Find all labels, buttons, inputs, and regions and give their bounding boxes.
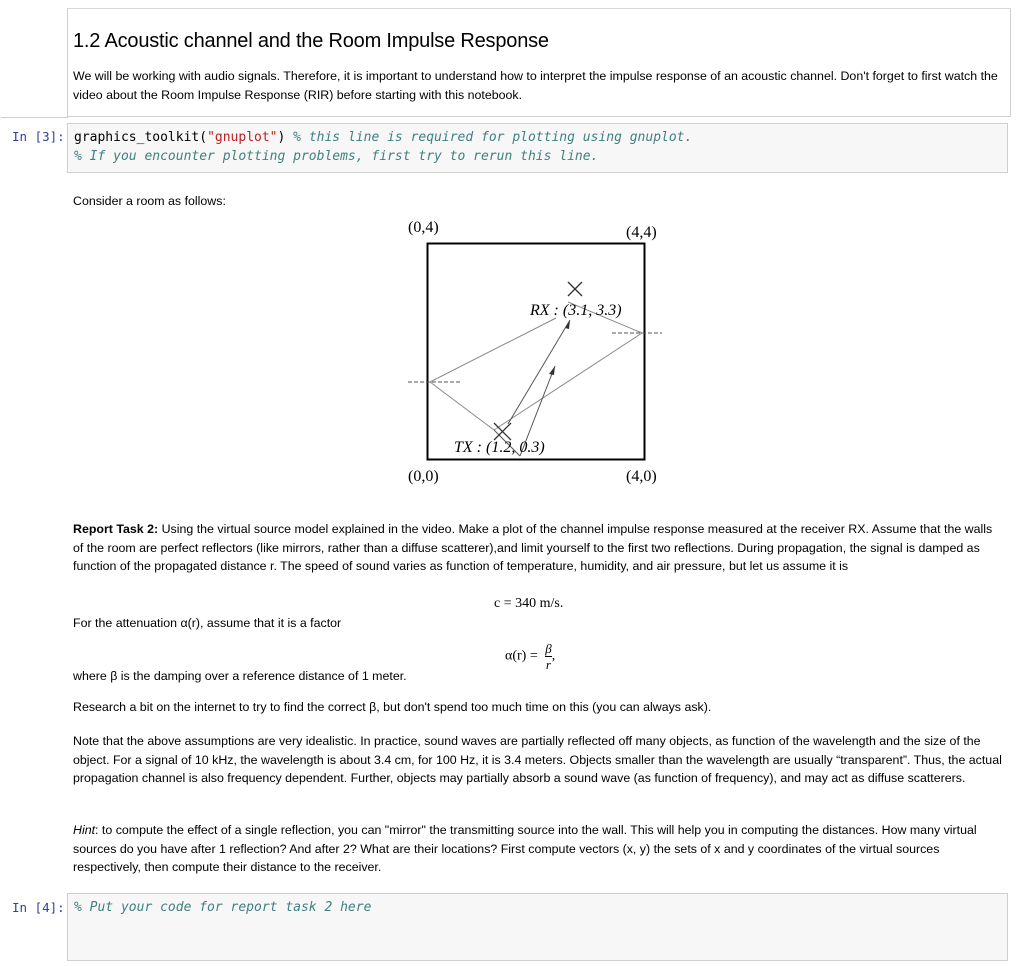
code-function: graphics_toolkit (74, 130, 200, 145)
hint-paragraph (73, 821, 1003, 877)
hint-text: : to compute the effect of a single reflection, you can "mirror" the transmitting source into the wall. This will help you in computing the distances. How many virtual sources do you have after 1 reflection? And after 2? What are their locations? First compute vectors (x, y) the sets of x and y coordinates of the virtual sources respectively, then compute their distance to the receiver. (73, 823, 977, 874)
hint-label: Hint (73, 823, 96, 837)
arrowhead-1 (565, 320, 570, 329)
corner-label-bottom-left: (0,0) (408, 468, 439, 485)
code-close-paren: ) (277, 130, 286, 145)
corner-label-top-left: (0,4) (408, 219, 439, 236)
code-line-1 (74, 128, 1001, 147)
task-text: Using the virtual source model explained in the video. Make a plot of the channel impulse response measured at the receiver RX. Assume that the walls of the room are perfect reflectors (like mirrors, rather than a diffuse scatterer),and limit yourself to the first two reflections. During propagation, the signal is damped as function of the propagated distance r. The speed of sound varies as function of temperature, humidity, and air pressure, but let us assume it is (73, 522, 993, 573)
code-cell-4[interactable] (67, 893, 1008, 961)
room-rectangle (428, 244, 645, 460)
intro-paragraph: We will be working with audio signals. Therefore, it is important to understand how to interpret the impulse response of an acoustic channel. Don't forget to first watch the video about the Room Impulse Response (RIR) before starting with this notebook. (73, 69, 998, 102)
note-paragraph: Note that the above assumptions are very idealistic. In practice, sound waves are partially reflected off many objects, as function of the wavelength and the size of the object. For a signal of 10 kHz, the wavelength is about 3.4 cm, for 100 Hz, it is 3.4 meters. Objects smaller than the wavelength are usually “transparent”. Thus, the actual propagation channel is also frequency dependent. Further, objects may partially absorb a sound wave (as function of frequency), and may act as diffuse scatterers. (73, 734, 1002, 785)
attenuation-text: For the attenuation α(r), assume that it is a factor (73, 616, 342, 630)
code-open-paren: ( (199, 130, 208, 145)
consider-text: Consider a room as follows: (73, 194, 226, 208)
corner-label-bottom-right: (4,0) (626, 468, 657, 485)
room-diagram (395, 212, 685, 492)
task-paragraph (73, 520, 1003, 576)
code-cell-3[interactable] (67, 123, 1008, 173)
cell-prompt-3: In [3]: (12, 129, 65, 144)
code-string: "gnuplot" (207, 130, 278, 145)
where-text: where β is the damping over a reference distance of 1 meter. (73, 669, 407, 683)
speed-equation: c = 340 m/s. (494, 596, 564, 611)
code-cell-4-comment: % Put your code for report task 2 here (74, 900, 372, 915)
task-heading: Report Task 2: (73, 522, 159, 536)
tx-label: TX : (1.2, 0.3) (454, 439, 545, 456)
research-text: Research a bit on the internet to try to find the correct β, but don't spend too much time on this (you can always ask). (73, 700, 712, 714)
corner-label-top-right: (4,4) (626, 224, 657, 241)
rx-label: RX : (3.1, 3.3) (530, 302, 622, 319)
code-comment-2: % If you encounter plotting problems, first try to rerun this line. (74, 149, 599, 164)
section-title: 1.2 Acoustic channel and the Room Impulse Response (73, 30, 549, 52)
cell-prompt-4: In [4]: (12, 900, 65, 915)
alpha-lhs: α(r) = (505, 648, 538, 664)
alpha-denominator: r (545, 657, 551, 672)
code-comment-1: % this line is required for plotting using gnuplot. (293, 130, 693, 145)
alpha-numerator: β (545, 641, 552, 656)
arrowhead-2 (549, 366, 555, 375)
alpha-equation: α(r) = $\frac{\beta}{r}$ , (505, 641, 556, 672)
